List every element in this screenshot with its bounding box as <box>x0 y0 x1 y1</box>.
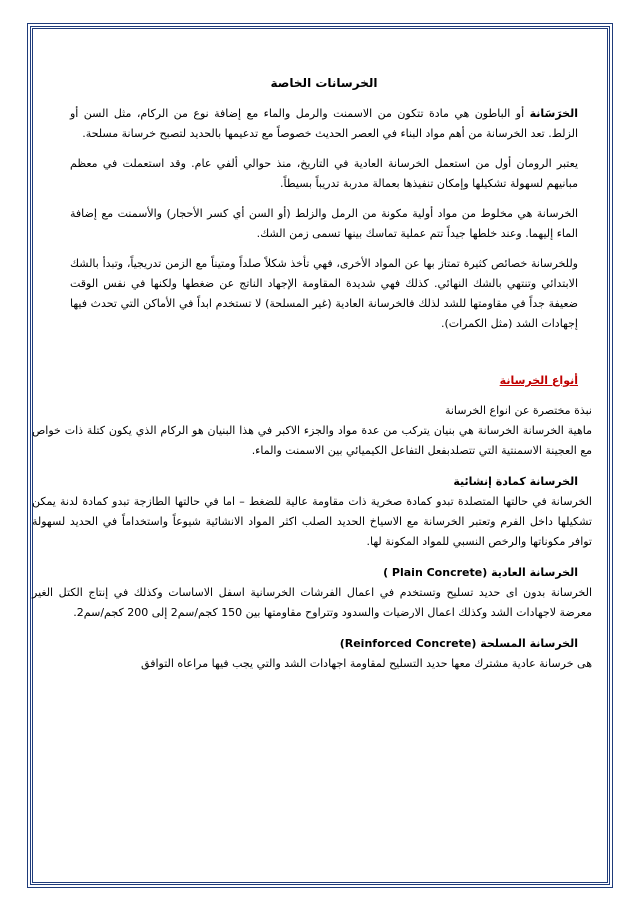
intro-line: نبذة مختصرة عن انواع الخرسانة <box>444 404 592 417</box>
reinforced-heading-en: (Reinforced Concrete) <box>339 637 477 650</box>
reinforced-heading <box>70 637 578 650</box>
plain-heading <box>70 566 578 579</box>
paragraph-definition <box>70 104 578 144</box>
types-heading: أنواع الخرسانة <box>499 374 578 387</box>
plain-text: الخرسانة بدون اى حديد تسليح وتستخدم في اعمال الفرشات الخرسانية اسفل الاساسات وكذلك في إنتاج الكتل الغير معرضة لاجهادات الشد وكذلك اعمال الارضيات والسدود وتتراوح مقاومتها بين 150 كجم/سم2 إلى 200 كجم/سم2. <box>32 586 592 619</box>
construction-heading: الخرسانة كمادة إنشائية <box>453 475 578 488</box>
page-title: الخرسانات الخاصة <box>270 76 378 90</box>
reinforced-heading-ar: الخرسانة المسلحة <box>480 637 578 650</box>
intro-block <box>32 401 592 461</box>
paragraph-text: أو الباطون هي مادة تتكون من الاسمنت والرمل والماء مع إضافة نوع من الركام، مثل السن أو الزلط. تعد الخرسانة من أهم مواد البناء في العصر الحديث خصوصاً مع تدعيمها بالحديد لتصبح خرسانة مسلحة. <box>70 107 578 140</box>
paragraph-properties: وللخرسانة خصائص كثيرة تمتاز بها عن المواد الأخرى، فهي تأخذ شكلاً صلداً ومتيناً مع الزمن تدريجياً، وتبدأ بالشك الابتدائي وتنتهي بالشك النهائي. كذلك فهي شديدة المقاومة الإجهاد الناتج عن ضغطها ولكنها في نفس الوقت ضعيفة جداً في مقاومتها للشد لذلك فالخرسانة العادية (غير المسلحة) لا تستخدم ابداً في الأماكن التي تحدث فيها إجهادات الشد (مثل الكمرات). <box>70 257 578 330</box>
plain-heading-ar: الخرسانة العادية <box>491 566 578 579</box>
reinforced-text: هى خرسانة عادية مشترك معها حديد التسليح لمقاومة اجهادات الشد والتي يجب فيها مراعاه التوافق <box>141 657 592 670</box>
paragraph-composition: الخرسانة هي مخلوط من مواد أولية مكونة من الرمل والزلط (أو السن أي كسر الأحجار) والأسمنت مع إضافة الماء إليهما. وعند خلطها جيداً تتم عملية تماسك بينها تسمى زمن الشك. <box>70 207 578 240</box>
paragraph-history: يعتبر الرومان أول من استعمل الخرسانة العادية في التاريخ، منذ حوالي ألفي عام. وقد استعملت في معظم مبانيهم لسهولة تشكيلها وإمكان تنفيذها بعمالة مدربة تدريباً بسيطاً. <box>70 157 578 190</box>
plain-heading-en: ( Plain Concrete) <box>383 566 488 579</box>
document-page <box>32 70 592 684</box>
construction-text: الخرسانة في حالتها المتصلدة تبدو كمادة صخرية ذات مقاومة عالية للضغط – اما في حالتها الطازجة تبدو كمادة لدنة يمكن تشكيلها داخل الفرم وتعتبر الخرسانة مع الاسياخ الحديد الصلب اكثر المواد الانشائية شيوعاً واستخداماً في الحديد لسهولة توافر مكوناتها والرخص النسبي للمواد المكونة لها. <box>32 495 592 548</box>
lead-term: الخرَسَانة <box>529 107 578 120</box>
intro-text: ماهية الخرسانة الخرسانة هي بنيان يتركب من عدة مواد والجزء الاكبر في هذا البنيان هو الركام الذي يكون كتلة ذات خواص مع العجينة الاسمنتية التي تتصلدبفعل التفاعل الكيميائي بين الاسمنت والماء. <box>32 424 592 457</box>
